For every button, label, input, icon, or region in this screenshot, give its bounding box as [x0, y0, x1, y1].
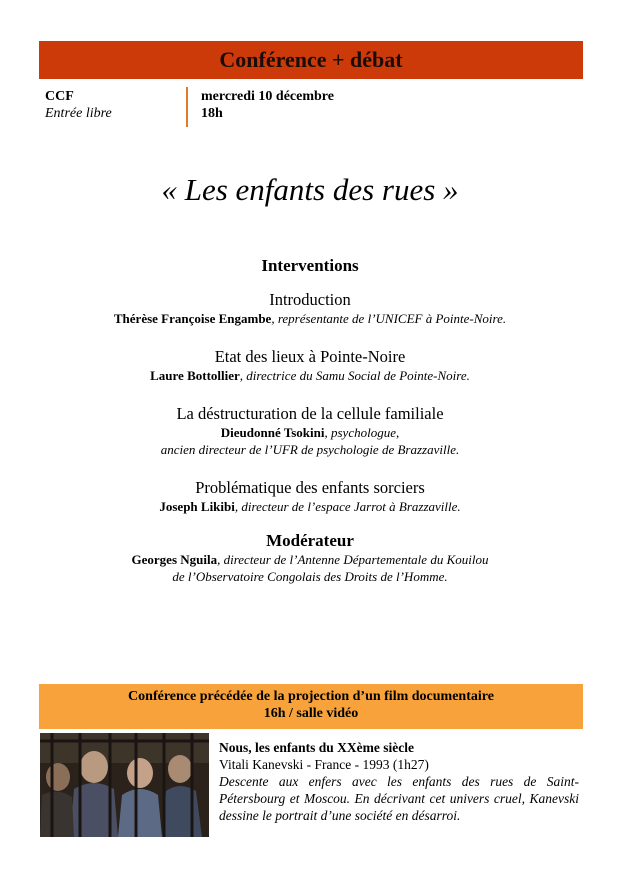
moderator-block — [0, 531, 620, 585]
venue-name: CCF — [45, 89, 74, 104]
talk-topic: Problématique des enfants sorciers — [195, 478, 425, 497]
event-type-banner — [39, 41, 583, 79]
talk-topic: Introduction — [269, 290, 351, 309]
screening-line2: 16h / salle vidéo — [263, 706, 359, 721]
talk-speaker-line — [0, 310, 620, 327]
interventions-heading: Interventions — [261, 256, 359, 275]
film-info — [219, 739, 579, 824]
talk-item — [0, 347, 620, 384]
film-still-image — [40, 733, 209, 837]
moderator-role: , directeur de l’Antenne Départementale du Kouilou — [217, 552, 489, 567]
event-title: « Les enfants des rues » — [161, 172, 459, 207]
event-date: mercredi 10 décembre — [201, 89, 334, 104]
speaker-name: Laure Bottollier — [150, 368, 240, 383]
film-description: Descente aux enfers avec les enfants des rues de Saint-Pétersbourg et Moscou. En décrivant cet univers cruel, Kanevski dessine le portrait d’une société en désarroi. — [219, 774, 579, 823]
datetime-block — [201, 88, 334, 122]
info-divider — [186, 87, 188, 127]
speaker-name: Thérèse Françoise Engambe — [113, 311, 272, 326]
entry-info: Entrée libre — [45, 106, 112, 121]
film-credits: Vitali Kanevski - France - 1993 (1h27) — [219, 757, 429, 772]
speaker-role: , directrice du Samu Social de Pointe-Noire. — [239, 368, 470, 383]
venue-block — [45, 88, 112, 122]
speaker-role: , représentante de l’UNICEF à Pointe-Noire. — [271, 311, 507, 326]
screening-line1: Conférence précédée de la projection d’un film documentaire — [128, 689, 494, 704]
event-time: 18h — [201, 106, 223, 121]
talk-item — [0, 404, 620, 458]
moderator-heading: Modérateur — [266, 531, 354, 550]
talk-speaker-line — [0, 424, 620, 441]
speaker-name: Dieudonné Tsokini — [220, 425, 325, 440]
talk-speaker-role-line2: ancien directeur de l’UFR de psychologie de Brazzaville. — [160, 442, 460, 457]
talk-topic: La déstructuration de la cellule familiale — [176, 404, 444, 423]
talk-speaker-line — [0, 367, 620, 384]
event-type-title: Conférence + débat — [219, 47, 403, 72]
talk-item — [0, 478, 620, 515]
moderator-line — [0, 551, 620, 568]
speaker-role: , directeur de l’espace Jarrot à Brazzaville. — [234, 499, 461, 514]
film-title: Nous, les enfants du XXème siècle — [219, 740, 414, 755]
speaker-role: , psychologue, — [324, 425, 400, 440]
moderator-name: Georges Nguila — [131, 552, 218, 567]
speaker-name: Joseph Likibi — [159, 499, 235, 514]
talk-item — [0, 290, 620, 327]
screening-band — [39, 684, 583, 729]
moderator-role-line2: de l’Observatoire Congolais des Droits de l’Homme. — [172, 569, 448, 584]
talk-topic: Etat des lieux à Pointe-Noire — [214, 347, 406, 366]
talk-speaker-line — [0, 498, 620, 515]
